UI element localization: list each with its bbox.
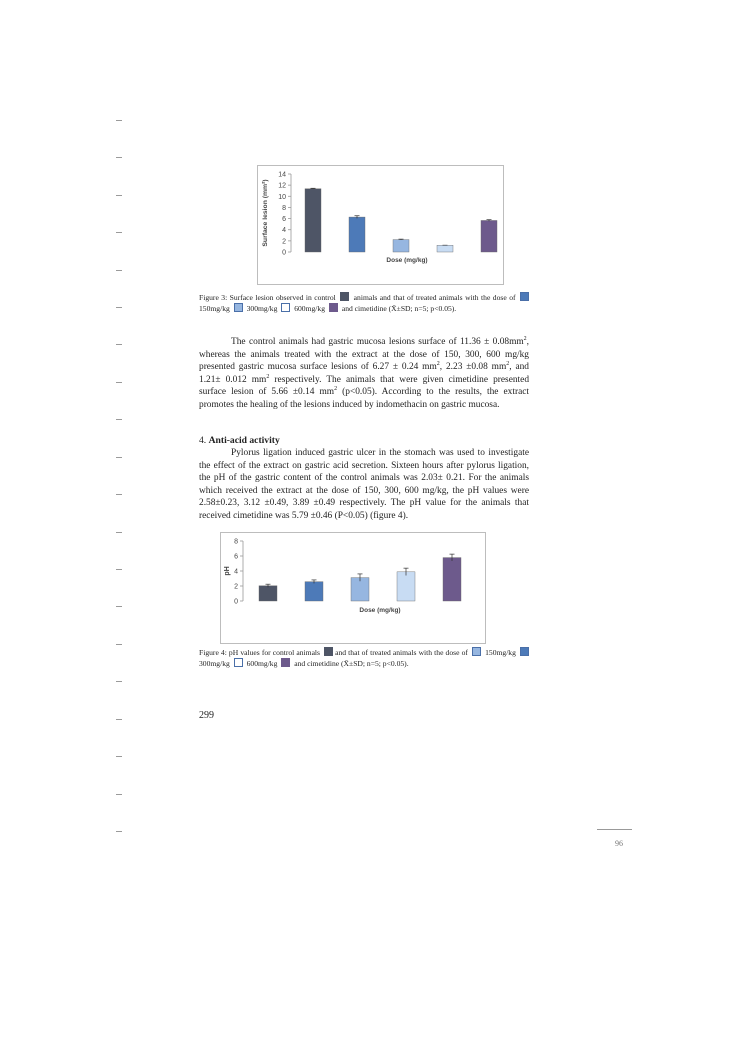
superscript: 2 bbox=[266, 373, 270, 380]
scan-mark bbox=[116, 569, 122, 570]
results-paragraph-2 bbox=[199, 447, 529, 523]
figure4-caption bbox=[199, 647, 531, 669]
paragraph-text: , 2.23 ±0.08 mm bbox=[439, 362, 507, 373]
figure3-chart-svg bbox=[258, 166, 503, 284]
scan-mark bbox=[116, 382, 122, 383]
figure3-caption-text: 600mg/kg bbox=[292, 303, 327, 313]
bar-dose150 bbox=[305, 582, 323, 601]
y-tick-label: 10 bbox=[278, 193, 286, 201]
paragraph-text: , whereas the animals treated with the extract at the dose of 150, 300, 600 mg/kg presented gastric mucosa surface lesions of 6.27 ± 0.24 mm bbox=[199, 337, 529, 373]
figure3-caption-text: animals and that of treated animals with the dose of bbox=[351, 293, 518, 302]
superscript: 2 bbox=[334, 386, 338, 393]
y-tick-label: 12 bbox=[278, 182, 286, 190]
cimetidine-swatch bbox=[329, 303, 338, 312]
bar-cimetidine bbox=[481, 220, 497, 252]
results-paragraph-1 bbox=[199, 336, 529, 412]
control-swatch bbox=[340, 292, 349, 301]
bar-control bbox=[305, 189, 321, 252]
corner-text: 96 bbox=[615, 839, 623, 848]
x-axis-label: Dose (mg/kg) bbox=[359, 607, 401, 614]
x-axis-label: Dose (mg/kg) bbox=[386, 257, 428, 264]
figure3-caption bbox=[199, 292, 531, 314]
y-tick-label: 4 bbox=[234, 568, 238, 576]
y-axis-label: pH bbox=[224, 566, 231, 576]
figure4-caption-text: and that of treated animals with the dose of bbox=[335, 648, 470, 657]
dose150-swatch bbox=[472, 647, 481, 656]
scan-mark bbox=[116, 532, 122, 533]
figure4-caption-text: 150mg/kg bbox=[483, 648, 518, 657]
figure3-chart bbox=[257, 165, 504, 285]
paragraph-text: respectively. The animals that were given cimetidine presented surface lesion of 5.66 ±0.14 mm bbox=[199, 374, 530, 398]
y-tick-label: 4 bbox=[282, 227, 286, 235]
superscript: 2 bbox=[506, 361, 510, 368]
figure3-caption-text: and cimetidine (X̄±SD; n=5; p<0.05). bbox=[339, 303, 457, 313]
scan-mark bbox=[116, 419, 122, 420]
page-number: 299 bbox=[199, 710, 214, 721]
scan-mark bbox=[116, 270, 122, 271]
y-tick-label: 6 bbox=[282, 216, 286, 224]
bar-cimetidine bbox=[443, 558, 461, 601]
scan-mark bbox=[116, 756, 122, 757]
figure3-caption-text: 150mg/kg bbox=[199, 303, 232, 313]
dose600-swatch bbox=[281, 303, 290, 312]
y-tick-label: 2 bbox=[234, 583, 238, 591]
superscript: 2 bbox=[523, 335, 527, 342]
figure4-chart bbox=[220, 532, 486, 644]
cimetidine-swatch bbox=[281, 658, 290, 667]
y-tick-label: 2 bbox=[282, 238, 286, 246]
scan-mark bbox=[116, 307, 122, 308]
scan-mark bbox=[116, 681, 122, 682]
bar-control bbox=[259, 586, 277, 601]
bar-dose600 bbox=[397, 572, 415, 601]
paragraph-text: (p<0.05). According to the results, the extract promotes the healing of the lesions induced by indomethacin on gastric mucosa. bbox=[199, 387, 529, 410]
y-tick-label: 0 bbox=[234, 598, 238, 606]
figure4-caption-text: Figure 4: pH values for control animals bbox=[199, 648, 323, 657]
bar-dose300 bbox=[393, 240, 409, 252]
y-tick-label: 14 bbox=[278, 171, 286, 179]
section-title: Anti-acid activity bbox=[208, 435, 280, 446]
figure3-caption-text: Figure 3: Surface lesion observed in control bbox=[199, 293, 339, 302]
paragraph-text: Pylorus ligation induced gastric ulcer in the stomach was used to investigate the effect of the extract on gastric acid secretion. Sixteen hours after pylorus ligation, the pH of the gastric content of the control animals was 2.03± 0.21. For the animals which received the extract at the dose of 150, 300, 600 mg/kg, the pH values were 2.58±0.23, 3.12 ±0.49, 3.89 ±0.49 respectively. The pH value for the animals that received cimetidine was 5.79 ±0.46 (P<0.05) (figure 4). bbox=[199, 448, 529, 521]
scan-mark bbox=[116, 232, 122, 233]
figure4-caption-text: 600mg/kg bbox=[244, 658, 280, 668]
scan-mark bbox=[116, 831, 122, 832]
dose300-swatch bbox=[520, 647, 529, 656]
scan-mark bbox=[116, 494, 122, 495]
figure3-caption-text: 300mg/kg bbox=[244, 303, 280, 313]
paragraph-text: , and 1.21± 0.012 mm bbox=[199, 362, 529, 385]
section-number: 4. bbox=[199, 435, 207, 446]
scan-mark bbox=[116, 606, 122, 607]
y-tick-label: 8 bbox=[282, 204, 286, 212]
dose300-swatch bbox=[234, 303, 243, 312]
paragraph-text: The control animals had gastric mucosa lesions surface of 11.36 ± 0.08mm bbox=[231, 337, 524, 347]
scan-mark bbox=[116, 794, 122, 795]
section-heading bbox=[199, 435, 280, 446]
y-tick-label: 6 bbox=[234, 553, 238, 561]
scan-mark bbox=[116, 195, 122, 196]
y-tick-label: 8 bbox=[234, 538, 238, 546]
superscript: 2 bbox=[436, 361, 440, 368]
scan-mark bbox=[116, 157, 122, 158]
control-swatch bbox=[324, 647, 333, 656]
figure4-caption-text: and cimetidine (X̄±SD; n=5; p<0.05). bbox=[292, 658, 409, 668]
figure4-caption-text: 300mg/kg bbox=[199, 658, 232, 668]
figure4-chart-svg bbox=[221, 533, 485, 643]
corner-rule bbox=[597, 829, 632, 830]
bar-dose600 bbox=[437, 245, 453, 252]
dose150-swatch bbox=[520, 292, 529, 301]
y-axis-label: Surface lesion (mm²) bbox=[262, 179, 269, 247]
dose600-swatch bbox=[234, 658, 243, 667]
scan-mark bbox=[116, 344, 122, 345]
bar-dose150 bbox=[349, 217, 365, 252]
scan-mark bbox=[116, 457, 122, 458]
y-tick-label: 0 bbox=[282, 249, 286, 257]
scan-mark bbox=[116, 719, 122, 720]
scan-mark bbox=[116, 120, 122, 121]
scan-mark bbox=[116, 644, 122, 645]
